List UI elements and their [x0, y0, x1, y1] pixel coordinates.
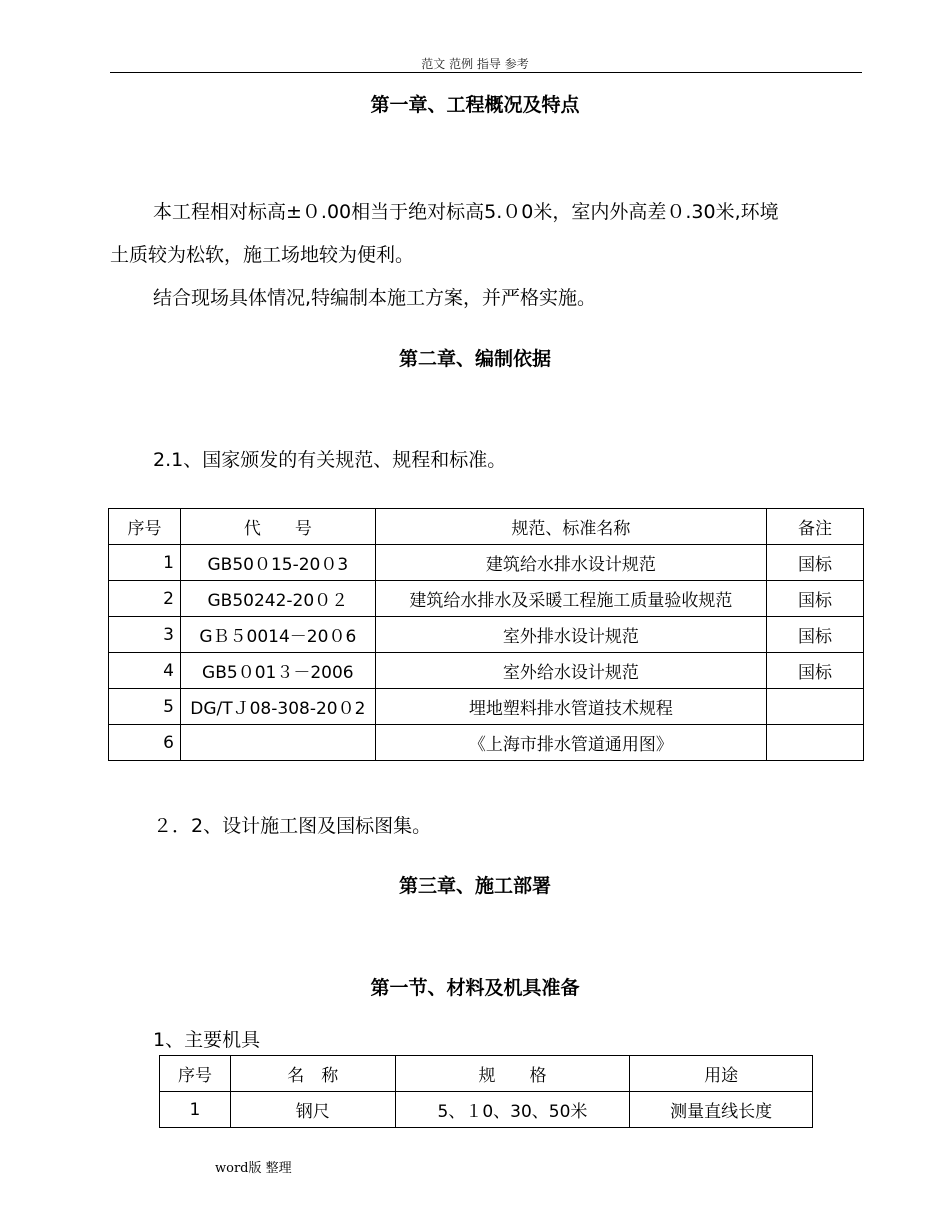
cell-code: DG/TＪ08-308-20０2	[180, 689, 375, 725]
section-2-1: 2.1、国家颁发的有关规范、规程和标准。	[153, 449, 507, 471]
cell-code: GB5０01３－2006	[180, 653, 375, 689]
cell-seq: 1	[109, 545, 181, 581]
header-cell-spec: 规 格	[395, 1056, 630, 1092]
cell-code: GB50０15-20０3	[180, 545, 375, 581]
table-row	[109, 545, 864, 581]
chapter2-title: 第二章、编制依据	[398, 348, 551, 370]
cell-seq: 5	[109, 689, 181, 725]
cell-code: GＢ５0014－20０6	[180, 617, 375, 653]
cell-note	[767, 689, 864, 725]
cell-seq: 1	[160, 1092, 231, 1128]
cell-note	[767, 725, 864, 761]
header-cell-name: 名 称	[230, 1056, 395, 1092]
page-header: 范文 范例 指导 参考	[421, 57, 529, 71]
cell-note: 国标	[767, 617, 864, 653]
cell-code	[180, 725, 375, 761]
section1-title: 第一节、材料及机具准备	[370, 977, 580, 999]
table-row	[109, 581, 864, 617]
cell-seq: 3	[109, 617, 181, 653]
header-cell-code: 代 号	[180, 509, 375, 545]
header-cell-seq: 序号	[160, 1056, 231, 1092]
table-header-row	[160, 1056, 813, 1092]
cell-note: 国标	[767, 653, 864, 689]
cell-use: 测量直线长度	[630, 1092, 813, 1128]
header-cell-name: 规范、标准名称	[375, 509, 766, 545]
table-header-row	[109, 509, 864, 545]
page-footer: word版 整理	[215, 1161, 292, 1176]
header-divider	[110, 72, 862, 73]
table-row	[109, 725, 864, 761]
cell-name: 埋地塑料排水管道技术规程	[375, 689, 766, 725]
tools-table	[159, 1055, 813, 1128]
cell-name: 室外给水设计规范	[375, 653, 766, 689]
table-row	[160, 1092, 813, 1128]
cell-name: 室外排水设计规范	[375, 617, 766, 653]
header-cell-note: 备注	[767, 509, 864, 545]
cell-note: 国标	[767, 545, 864, 581]
cell-code: GB50242-20０２	[180, 581, 375, 617]
cell-note: 国标	[767, 581, 864, 617]
chapter1-para1-line2: 土质较为松软，施工场地较为便利。	[110, 244, 415, 266]
cell-name: 建筑给水排水及采暖工程施工质量验收规范	[375, 581, 766, 617]
cell-seq: 4	[109, 653, 181, 689]
chapter1-para1-line1: 本工程相对标高±０.00相当于绝对标高5.０0米，室内外高差０.30米,环境	[153, 201, 779, 223]
standards-table	[108, 508, 864, 761]
table-row	[109, 653, 864, 689]
section-2-2: ２．2、设计施工图及国标图集。	[153, 815, 432, 837]
item-main-tools: 1、主要机具	[153, 1029, 261, 1051]
cell-seq: 2	[109, 581, 181, 617]
header-cell-seq: 序号	[109, 509, 181, 545]
cell-spec: 5、１0、30、50米	[395, 1092, 630, 1128]
cell-name: 《上海市排水管道通用图》	[375, 725, 766, 761]
chapter1-para2: 结合现场具体情况,特编制本施工方案，并严格实施。	[153, 287, 597, 309]
table-row	[109, 617, 864, 653]
header-cell-use: 用途	[630, 1056, 813, 1092]
chapter1-title: 第一章、工程概况及特点	[370, 94, 580, 116]
cell-seq: 6	[109, 725, 181, 761]
chapter3-title: 第三章、施工部署	[398, 875, 551, 897]
cell-name: 钢尺	[230, 1092, 395, 1128]
cell-name: 建筑给水排水设计规范	[375, 545, 766, 581]
table-row	[109, 689, 864, 725]
